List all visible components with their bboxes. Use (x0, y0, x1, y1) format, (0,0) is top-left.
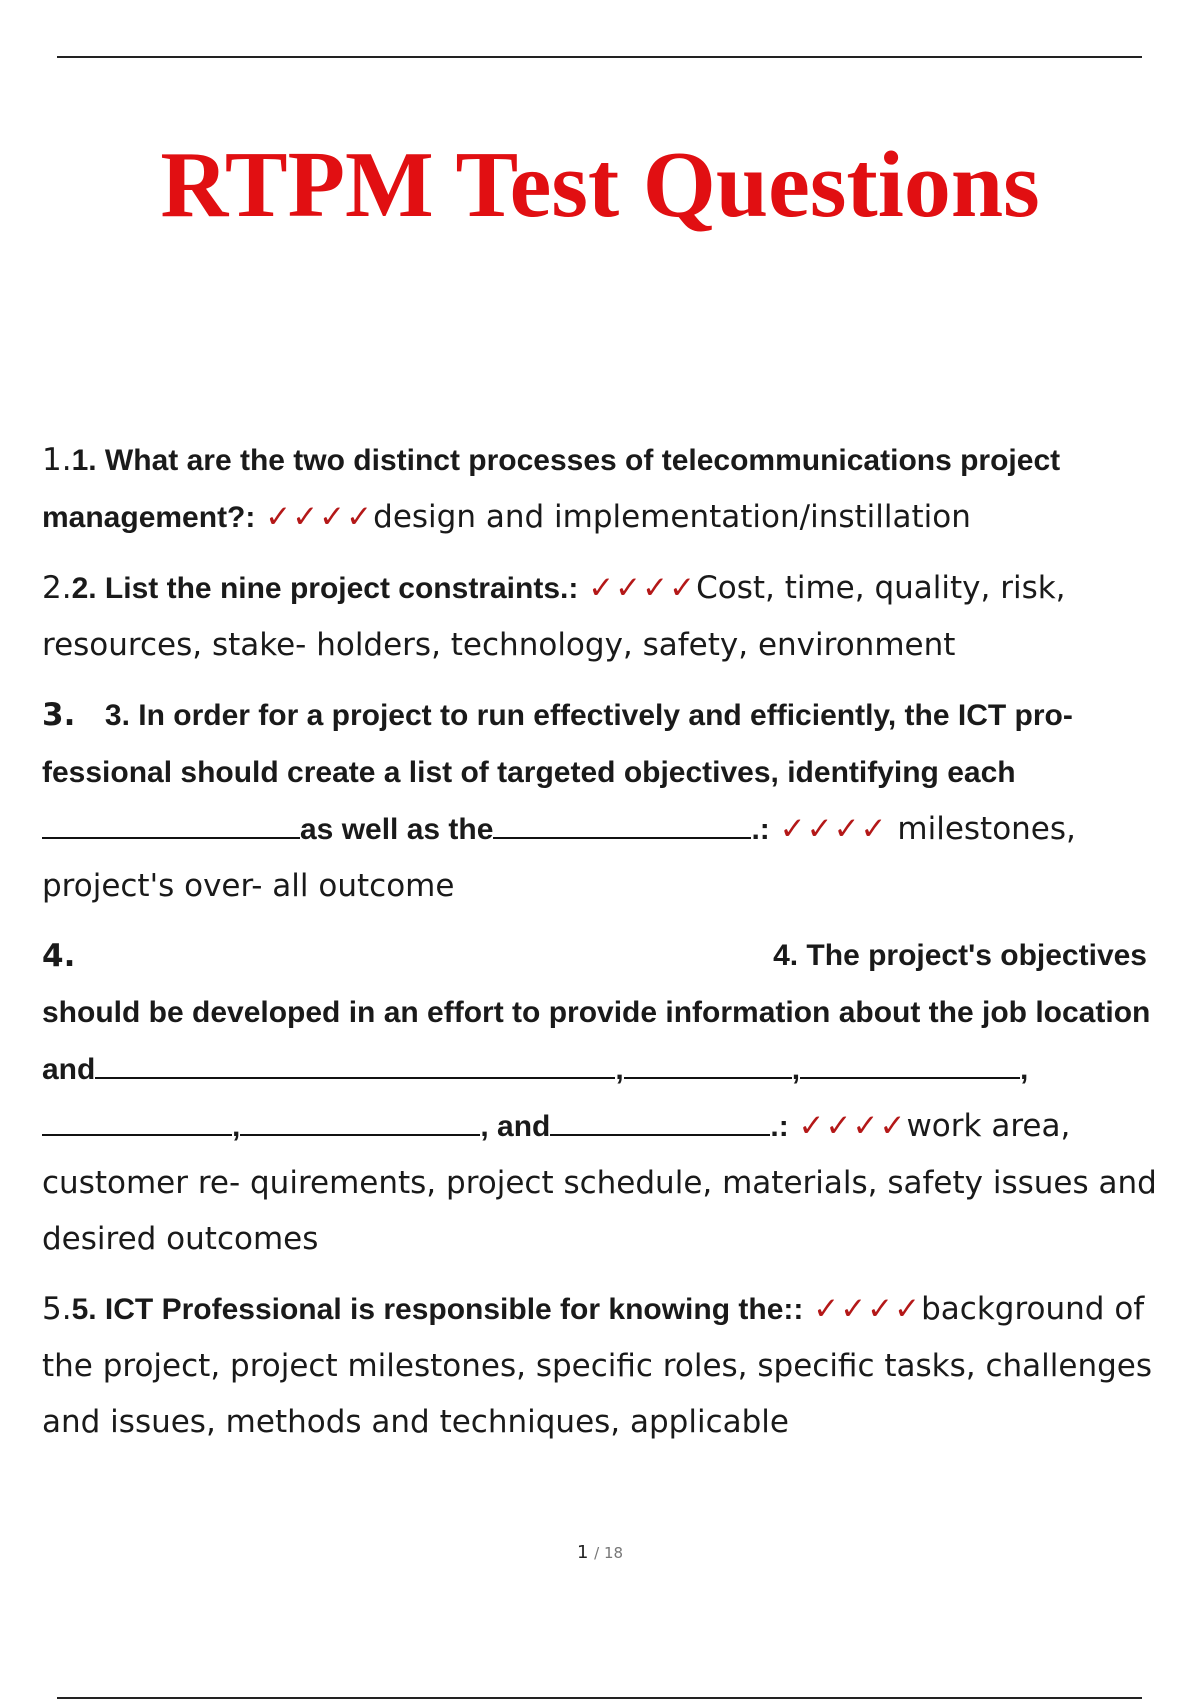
comma-separator: , (791, 1053, 801, 1086)
answer-text: design and implementation/instillation (373, 499, 971, 535)
question-number: 5. (42, 1291, 72, 1327)
question-text: 5. ICT Professional is responsible for knowing the:: (71, 1293, 804, 1326)
question-text: 3. In order for a project to run effectively and efficiently, the ICT pro- fessional should create a list of targeted objectives, identifying each (42, 699, 1073, 789)
checkmarks-icon: ✓✓✓✓ (798, 1108, 907, 1144)
total-pages: / 18 (594, 1544, 624, 1562)
question-end: .: (751, 813, 770, 846)
answer-blank (240, 1104, 480, 1136)
checkmarks-icon: ✓✓✓✓ (588, 570, 697, 606)
answer-blank (493, 807, 751, 839)
question-text: 2. List the nine project constraints.: (71, 572, 579, 605)
answer-text: background of the project, project milestones, specific roles, specific tasks, challenges and issues, methods and techniques, applicable (42, 1291, 1153, 1440)
question-number: 2. (42, 570, 72, 606)
answer-blank (550, 1104, 770, 1136)
question-heading-row (42, 928, 1147, 984)
answer-text: milestones, project's over- all outcome (42, 811, 1076, 904)
comma-separator: , (615, 1053, 624, 1086)
top-rule (57, 56, 1142, 58)
comma-separator: , (1020, 1053, 1029, 1086)
question-end: .: (770, 1110, 789, 1143)
question-number: 4. (42, 938, 76, 974)
answer-blank (800, 1047, 1020, 1079)
question-text: 1. What are the two distinct processes of telecommunications project management?: (42, 444, 1061, 534)
question-number: 3. (42, 697, 76, 733)
page-indicator (0, 1542, 1200, 1563)
question-number: 1. (42, 442, 72, 478)
question-item-5 (42, 1281, 1162, 1450)
question-text: should be developed in an effort to provide information about the job location and (42, 996, 1151, 1086)
checkmarks-icon: ✓✓✓✓ (779, 811, 888, 847)
question-item-2 (42, 560, 1162, 673)
question-text-continued: as well as the (300, 813, 494, 846)
document-title: RTPM Test Questions (160, 133, 1040, 237)
answer-blank (624, 1047, 792, 1079)
answer-blank (95, 1047, 615, 1079)
answer-text-continued: customer re- quirements, project schedule, materials, safety issues and desired outcomes (42, 1165, 1157, 1257)
comma-separator: , (232, 1110, 241, 1143)
question-item-1 (42, 432, 1162, 546)
current-page: 1 (576, 1542, 589, 1563)
answer-blank (42, 1104, 232, 1136)
answer-text: Cost, time, quality, risk, resources, stake- holders, technology, safety, environment (42, 570, 1066, 663)
answer-text: work area, (906, 1108, 1071, 1144)
and-separator: , and (480, 1110, 551, 1143)
checkmarks-icon: ✓✓✓✓ (813, 1291, 922, 1327)
checkmarks-icon: ✓✓✓✓ (265, 499, 374, 535)
question-item-3 (42, 687, 1162, 914)
question-heading: 4. The project's objectives (773, 939, 1147, 972)
question-list (42, 432, 1162, 1464)
bottom-rule (57, 1697, 1142, 1699)
answer-blank (42, 807, 300, 839)
question-item-4 (42, 928, 1162, 1267)
